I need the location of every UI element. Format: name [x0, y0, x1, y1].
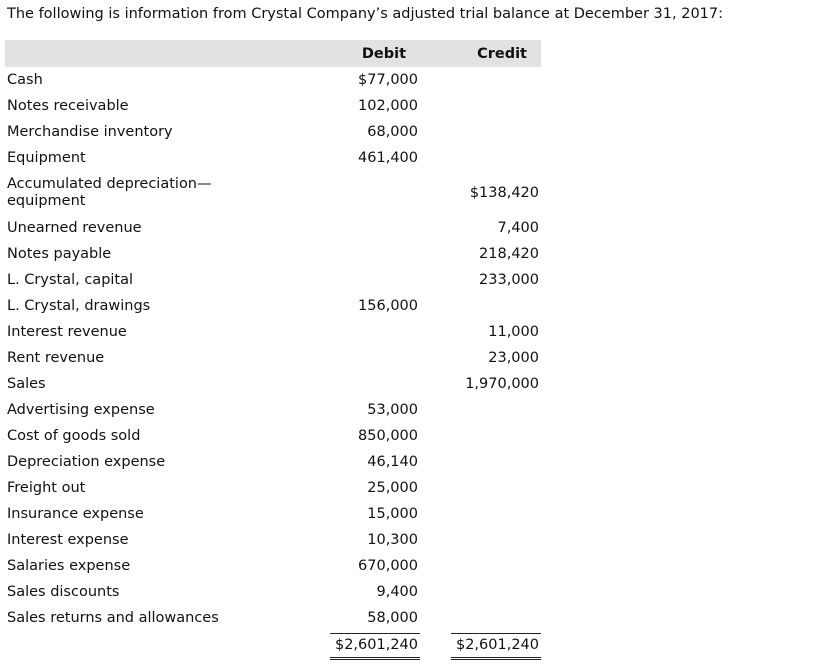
credit-column-header: [420, 40, 541, 67]
debit-amount: 10,300: [367, 532, 418, 548]
credit-amount: [420, 527, 541, 553]
debit-amount: [303, 345, 420, 371]
table-row: [5, 371, 541, 397]
debit-amount: 46,140: [367, 454, 418, 470]
credit-amount: [420, 605, 541, 631]
credit-amount: [420, 67, 541, 93]
credit-amount: [420, 579, 541, 605]
table-row: [5, 293, 541, 319]
debit-amount: 9,400: [376, 584, 418, 600]
account-name: Sales discounts: [7, 583, 120, 600]
account-name: Cost of goods sold: [7, 427, 141, 444]
table-footer: [5, 631, 541, 661]
debit-amount: [303, 215, 420, 241]
debit-amount: 15,000: [367, 506, 418, 522]
account-name: Cash: [7, 71, 43, 88]
credit-total-cell: [420, 631, 541, 661]
table-row: [5, 553, 541, 579]
credit-amount: $138,420: [469, 185, 539, 201]
account-name: L. Crystal, drawings: [7, 297, 151, 314]
credit-amount: [420, 449, 541, 475]
table-row: [5, 501, 541, 527]
credit-amount: [420, 119, 541, 145]
account-name: Sales: [7, 375, 46, 392]
debit-amount: 670,000: [358, 558, 418, 574]
account-name: Freight out: [7, 479, 86, 496]
table-row: [5, 397, 541, 423]
table-row: [5, 423, 541, 449]
debit-amount: $77,000: [358, 72, 418, 88]
account-name: Merchandise inventory: [7, 123, 173, 140]
credit-total: $2,601,240: [451, 633, 541, 660]
account-name: Sales returns and allowances: [7, 609, 219, 626]
table-row: [5, 345, 541, 371]
credit-amount: [420, 145, 541, 171]
debit-amount: [303, 267, 420, 293]
credit-amount: 23,000: [488, 350, 539, 366]
account-column-header: [5, 40, 303, 67]
debit-amount: 68,000: [367, 124, 418, 140]
debit-header-label: Debit: [361, 45, 406, 62]
debit-amount: 25,000: [367, 480, 418, 496]
credit-amount: [420, 475, 541, 501]
credit-amount: [420, 553, 541, 579]
account-name: Unearned revenue: [7, 219, 142, 236]
account-name: Notes receivable: [7, 97, 129, 114]
account-name: Salaries expense: [7, 557, 131, 574]
credit-amount: [420, 501, 541, 527]
table-row: [5, 145, 541, 171]
debit-amount: 53,000: [367, 402, 418, 418]
credit-amount: [420, 93, 541, 119]
account-name: Interest revenue: [7, 323, 127, 340]
header-row: [5, 40, 541, 67]
table-row: [5, 605, 541, 631]
table-row: [5, 449, 541, 475]
credit-amount: [420, 397, 541, 423]
trial-balance-table: [5, 40, 541, 661]
debit-amount: [303, 319, 420, 345]
credit-amount: [420, 293, 541, 319]
table-row: [5, 579, 541, 605]
table-row: [5, 267, 541, 293]
account-name: L. Crystal, capital: [7, 271, 134, 288]
account-name: Advertising expense: [7, 401, 155, 418]
credit-amount: 11,000: [488, 324, 539, 340]
table-row: [5, 171, 541, 215]
account-name: Interest expense: [7, 531, 129, 548]
credit-amount: [420, 423, 541, 449]
table-body: [5, 67, 541, 631]
table-row: [5, 119, 541, 145]
totals-row: [5, 631, 541, 661]
credit-amount: 1,970,000: [465, 376, 539, 392]
totals-label-cell: [5, 631, 303, 661]
debit-amount: 58,000: [367, 610, 418, 626]
account-name: Depreciation expense: [7, 453, 166, 470]
table-header: [5, 40, 541, 67]
account-name: Accumulated depreciation— equipment: [7, 176, 212, 209]
intro-text: The following is information from Crystal Company’s adjusted trial balance at December 31, 2017:: [7, 6, 724, 22]
debit-total: $2,601,240: [330, 633, 420, 660]
credit-header-label: Credit: [477, 45, 527, 62]
table-row: [5, 67, 541, 93]
credit-amount: 233,000: [479, 272, 539, 288]
account-name: Rent revenue: [7, 349, 105, 366]
debit-amount: [303, 171, 420, 215]
debit-amount: 461,400: [358, 150, 418, 166]
debit-amount: [303, 371, 420, 397]
account-name: Equipment: [7, 149, 86, 166]
debit-amount: 850,000: [358, 428, 418, 444]
debit-column-header: [303, 40, 420, 67]
table-row: [5, 241, 541, 267]
table-row: [5, 319, 541, 345]
credit-amount: 218,420: [479, 246, 539, 262]
debit-total-cell: [303, 631, 420, 661]
table-row: [5, 527, 541, 553]
table-row: [5, 475, 541, 501]
debit-amount: 102,000: [358, 98, 418, 114]
credit-amount: 7,400: [497, 220, 539, 236]
table-row: [5, 93, 541, 119]
table-row: [5, 215, 541, 241]
debit-amount: 156,000: [358, 298, 418, 314]
debit-amount: [303, 241, 420, 267]
account-name: Notes payable: [7, 245, 112, 262]
account-name: Insurance expense: [7, 505, 144, 522]
